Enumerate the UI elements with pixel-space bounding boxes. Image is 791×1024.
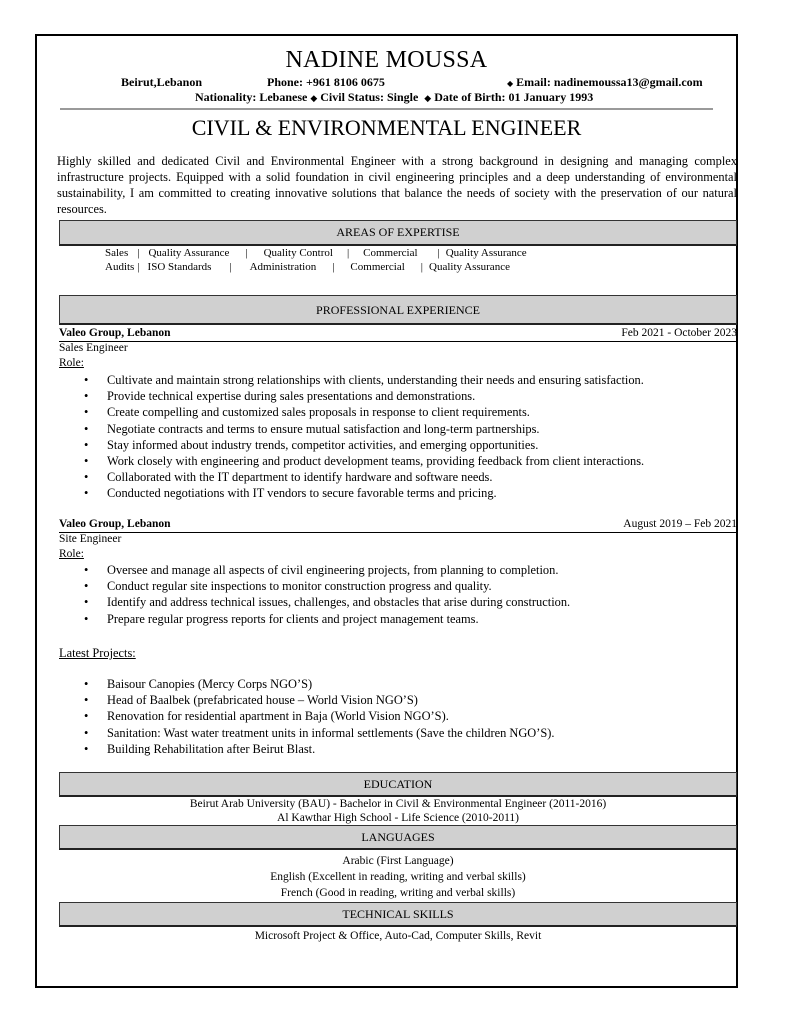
expertise-item: Quality Assurance [429,261,510,273]
personal-details [195,90,593,105]
header-divider [60,108,713,110]
expertise-heading: AREAS OF EXPERTISE [59,220,737,246]
diamond-icon: ◆ [507,79,514,88]
company-name: Valeo Group, Lebanon [59,327,171,339]
list-item: • Create compelling and customized sales proposals in response to client requirements. [107,404,644,420]
job-responsibilities [107,562,570,627]
job-responsibilities [107,372,644,502]
expertise-item: Administration [249,261,317,273]
job-dates: Feb 2021 - October 2023 [621,327,737,339]
email: Email: nadinemoussa13@gmail.com [516,75,703,89]
role-label: Role: [59,357,84,369]
list-item: • Provide technical expertise during sales presentations and demonstrations. [107,388,644,404]
job-header [59,327,737,342]
language-line: English (Excellent in reading, writing and verbal skills) [270,871,526,883]
list-item: • Conducted negotiations with IT vendors to secure favorable terms and pricing. [107,485,644,501]
list-item: • Building Rehabilitation after Beirut Blast. [107,741,554,757]
list-item: • Negotiate contracts and terms to ensure mutual satisfaction and long-term partnerships. [107,421,644,437]
list-item: • Stay informed about industry trends, competitor activities, and emerging opportunities. [107,437,644,453]
expertise-item: Sales [105,247,129,259]
job-header [59,518,737,533]
language-line: French (Good in reading, writing and verbal skills) [280,887,516,899]
phone: Phone: +961 8106 0675 [267,75,385,89]
expertise-item: Quality Assurance [445,247,527,259]
role-label: Role: [59,548,84,560]
expertise-item: ISO Standards [147,261,212,273]
company-name: Valeo Group, Lebanon [59,518,171,530]
expertise-item: Commercial [350,261,405,273]
expertise-item: Quality Control [263,247,333,259]
languages-heading: LANGUAGES [59,825,737,850]
job-position: Sales Engineer [59,342,128,354]
list-item: • Conduct regular site inspections to monitor construction progress and quality. [107,578,570,594]
expertise-row-2: Audits | ISO Standards | Administration | Commercial | Quality Assurance [105,261,510,273]
list-item: • Oversee and manage all aspects of civil engineering projects, from planning to completion. [107,562,570,578]
list-item: • Work closely with engineering and product development teams, providing feedback from client interactions. [107,453,644,469]
technical-skills-heading: TECHNICAL SKILLS [59,902,737,927]
location: Beirut,Lebanon [121,75,203,89]
language-line: Arabic (First Language) [342,855,454,867]
expertise-item: Commercial [363,247,418,259]
list-item: • Baisour Canopies (Mercy Corps NGO’S) [107,676,554,692]
projects-label: Latest Projects: [59,646,136,660]
expertise-row-1: Sales | Quality Assurance | Quality Control | Commercial | Quality Assurance [105,247,527,259]
list-item: • Identify and address technical issues, challenges, and obstacles that arise during construction. [107,594,570,610]
list-item: • Prepare regular progress reports for clients and project management teams. [107,611,570,627]
email-line [507,75,703,90]
diamond-icon: ◆ [310,93,318,103]
experience-heading: PROFESSIONAL EXPERIENCE [59,295,737,325]
education-heading: EDUCATION [59,772,737,797]
education-line: Beirut Arab University (BAU) - Bachelor in Civil & Environmental Engineer (2011-2016) [189,798,607,810]
date-of-birth: Date of Birth: 01 January 1993 [434,90,594,104]
job-position: Site Engineer [59,533,122,545]
job-dates: August 2019 – Feb 2021 [623,518,737,530]
education-line: Al Kawthar High School - Life Science (2010-2011) [277,812,519,824]
job-title: CIVIL & ENVIRONMENTAL ENGINEER [191,115,582,140]
list-item: • Sanitation: Wast water treatment units in informal settlements (Save the children NGO’S). [107,725,554,741]
civil-status: Civil Status: Single [320,90,419,104]
nationality: Nationality: Lebanese [195,90,308,104]
summary-paragraph: Highly skilled and dedicated Civil and Environmental Engineer with a strong background in designing and managing complex infrastructure projects. Equipped with a solid foundation in civil engineering principles and a deep understanding of environmental sustainability, I am committed to creating innovative solutions that balance the needs of society with the preservation of our natural resources. [57,154,737,216]
list-item: • Renovation for residential apartment in Baja (World Vision NGO’S). [107,708,554,724]
projects-list [107,676,554,757]
list-item: • Cultivate and maintain strong relationships with clients, understanding their needs and ensuring satisfaction. [107,372,644,388]
diamond-icon: ◆ [424,93,432,103]
list-item: • Collaborated with the IT department to identify hardware and software needs. [107,469,644,485]
expertise-item: Audits [105,261,135,273]
candidate-name: NADINE MOUSSA [285,47,488,73]
list-item: • Head of Baalbek (prefabricated house – World Vision NGO’S) [107,692,554,708]
expertise-item: Quality Assurance [148,247,230,259]
technical-skills-line: Microsoft Project & Office, Auto-Cad, Computer Skills, Revit [254,930,542,942]
resume-page [35,34,738,988]
